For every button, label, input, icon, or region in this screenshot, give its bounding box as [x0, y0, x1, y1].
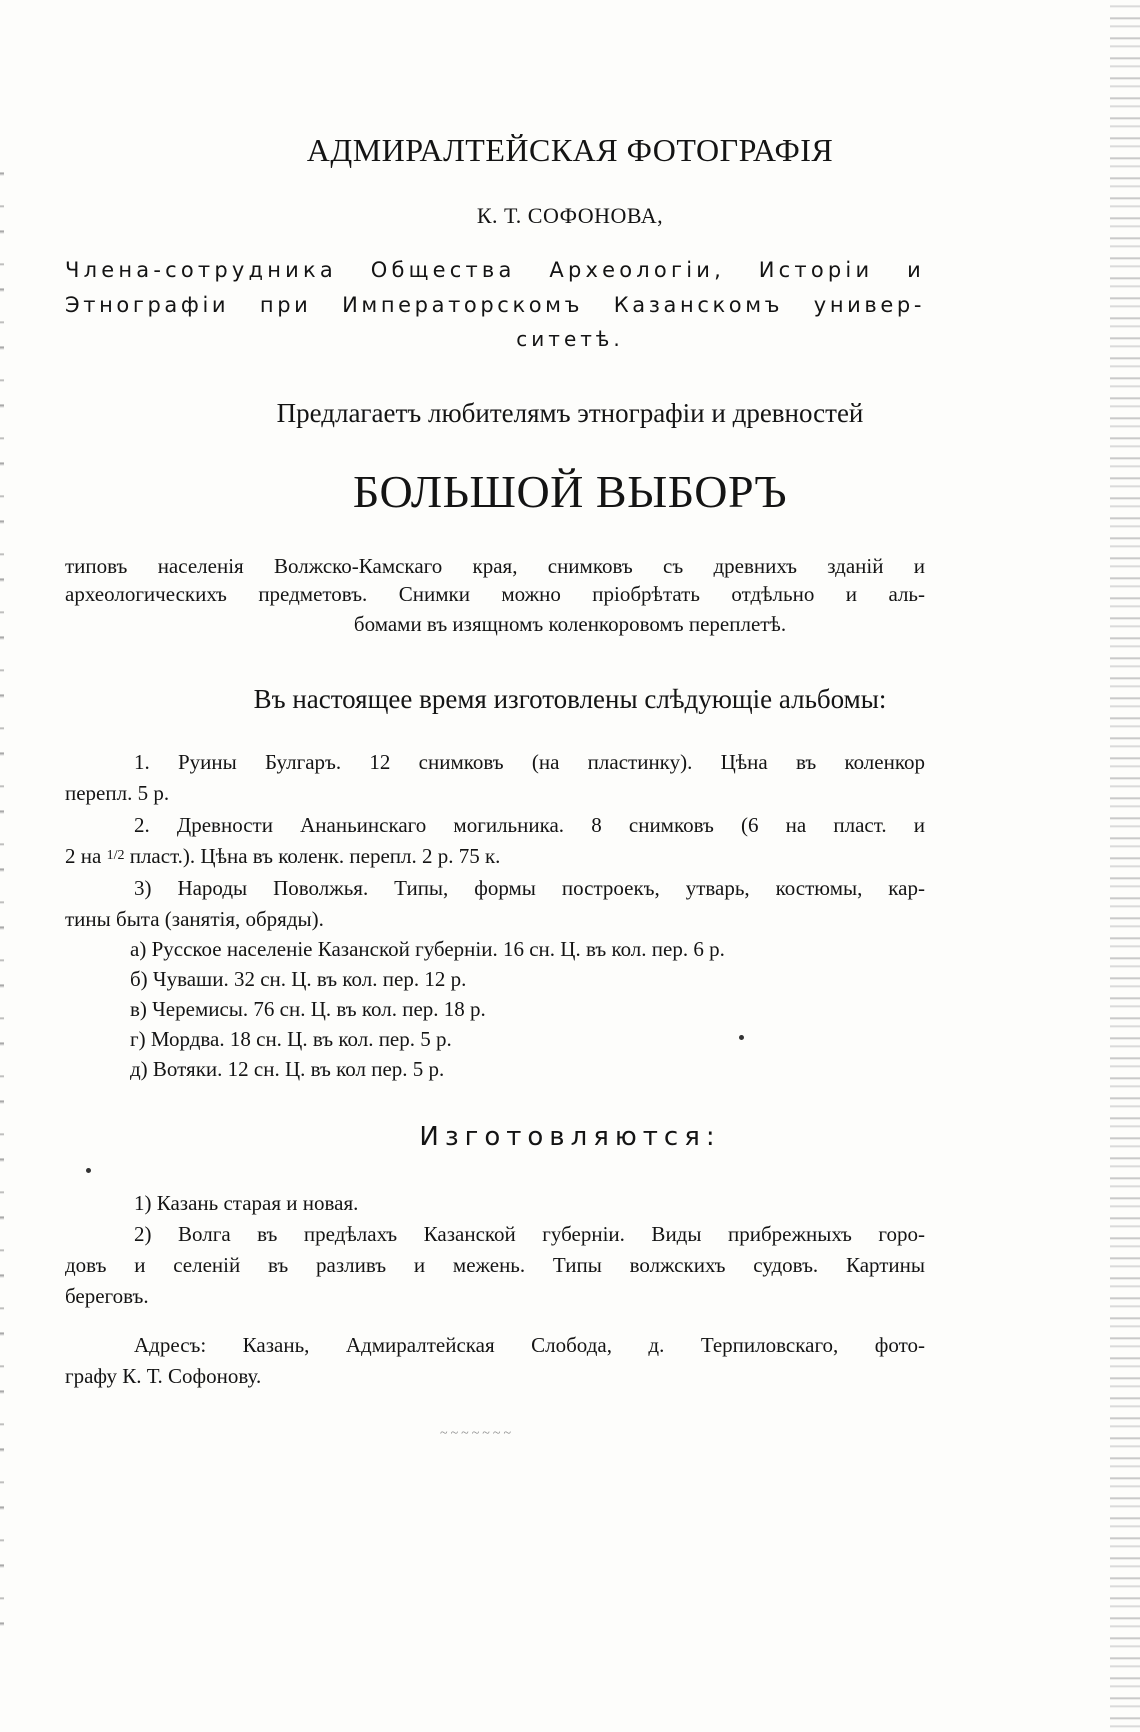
album-item-2-prefix: 2 на [65, 844, 107, 868]
in-progress-item-2-line-3: береговъ. [65, 1284, 149, 1308]
album-item-3-line-2: тины быта (занятія, обряды). [65, 907, 324, 931]
offer-intro: Предлагаетъ любителямъ этнографіи и древностей [276, 398, 864, 428]
album-item-1-line-1: 1. Руины Булгаръ. 12 снимковъ (на пластинку). Цѣна въ коленкор [134, 750, 925, 774]
in-progress-item-2-line-2: довъ и селеній въ разливъ и межень. Типы волжскихъ судовъ. Картины [65, 1253, 925, 1277]
owner-name: К. Т. СОФОНОВА, [476, 203, 664, 228]
album-sub-d: г) Мордва. 18 сн. Ц. въ кол. пер. 5 р. [130, 1027, 452, 1051]
offer-desc-line-3: бомами въ изящномъ коленкоровомъ переплетѣ. [353, 612, 787, 636]
album-sub-b: б) Чуваши. 32 сн. Ц. въ кол. пер. 12 р. [130, 967, 467, 991]
in-progress-item-1: 1) Казань старая и новая. [134, 1191, 359, 1215]
offer-desc-line-2: археологическихъ предметовъ. Снимки можно пріобрѣтать отдѣльно и аль- [65, 582, 925, 606]
offer-desc-line-1: типовъ населенія Волжско-Камскаго края, снимковъ съ древнихъ зданій и [65, 554, 925, 578]
page-title: АДМИРАЛТЕЙСКАЯ ФОТОГРАФІЯ [306, 132, 834, 168]
member-line-3: ситетѣ. [516, 327, 624, 351]
speck [739, 1035, 744, 1040]
in-progress-heading: Изготовляются: [419, 1122, 721, 1152]
scan-edge-left [0, 150, 4, 1650]
half-fraction: 1/2 [106, 848, 125, 863]
in-progress-item-2-line-1: 2) Волга въ предѣлахъ Казанской губерніи. Виды прибрежныхъ горо- [134, 1222, 925, 1246]
member-line-2: Этнографіи при Императорскомъ Казанскомъ универ- [65, 293, 925, 317]
member-line-1: Члена-сотрудника Общества Археологіи, Исторіи и [65, 258, 925, 282]
offer-headline: БОЛЬШОЙ ВЫБОРЪ [352, 466, 788, 517]
end-rule: ~~~~~~~ [440, 1426, 515, 1441]
scan-edge-right [1110, 0, 1140, 1732]
album-item-1-line-2: перепл. 5 р. [65, 781, 170, 805]
speck [86, 1168, 91, 1173]
album-sub-a: а) Русское населеніе Казанской губерніи. 16 сн. Ц. въ кол. пер. 6 р. [130, 937, 725, 961]
album-item-3-line-1: 3) Народы Поволжья. Типы, формы построекъ, утварь, костюмы, кар- [134, 876, 925, 900]
album-sub-c: в) Черемисы. 76 сн. Ц. въ кол. пер. 18 р. [130, 997, 486, 1021]
album-item-2-line-1: 2. Древности Ананьинскаго могильника. 8 снимковъ (6 на пласт. и [134, 813, 925, 837]
address-line-1: Адресъ: Казань, Адмиралтейская Слобода, д. Терпиловскаго, фото- [134, 1333, 925, 1357]
address-line-2: графу К. Т. Софонову. [65, 1364, 262, 1388]
album-sub-e: д) Вотяки. 12 сн. Ц. въ кол пер. 5 р. [130, 1057, 445, 1081]
albums-heading: Въ настоящее время изготовлены слѣдующіе альбомы: [253, 684, 887, 714]
album-item-2-suffix: пласт.). Цѣна въ коленк. перепл. 2 р. 75 к. [124, 844, 501, 868]
album-item-2-line-2 [65, 844, 925, 869]
